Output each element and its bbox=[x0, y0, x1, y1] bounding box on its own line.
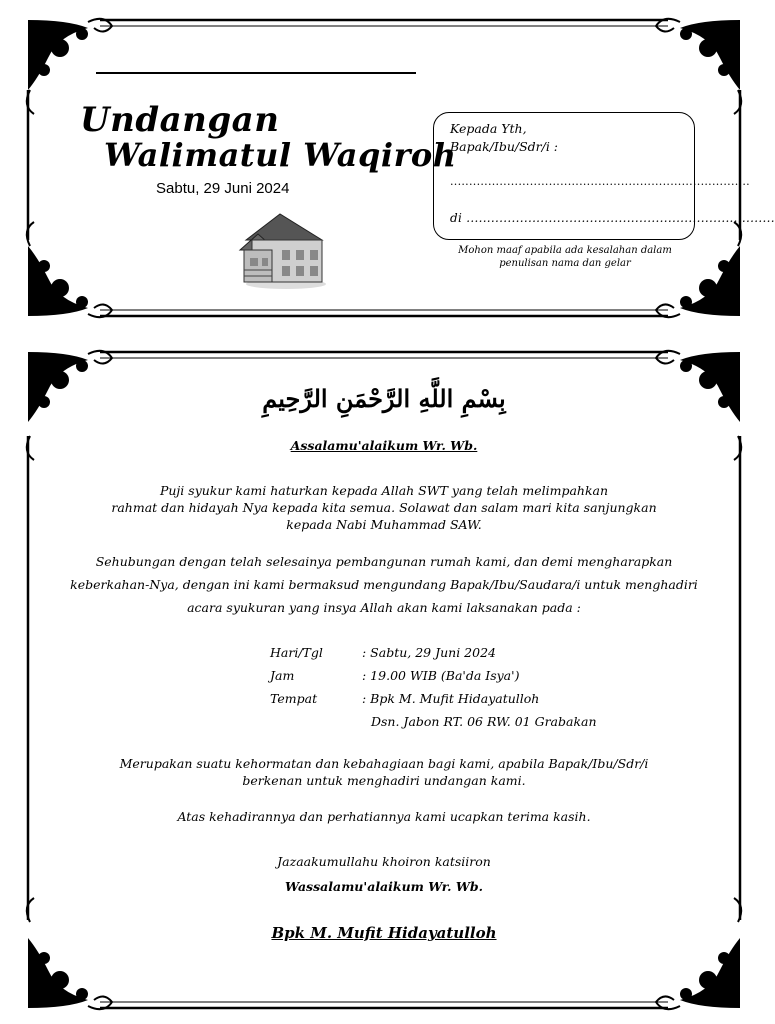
cover-panel bbox=[0, 0, 775, 330]
letter-panel bbox=[0, 340, 768, 1024]
para1-line1: Puji syukur kami haturkan kepada Allah SWT yang telah melimpahkan bbox=[159, 483, 609, 498]
cover-title-line2: Walimatul Waqiroh bbox=[104, 136, 457, 174]
apology-note: Mohon maaf apabila ada kesalahan dalam penulisan nama dan gelar bbox=[458, 245, 672, 269]
bismillah-calligraphy: بِسْمِ اللَّهِ الرَّحْمَنِ الرَّحِيمِ bbox=[262, 384, 506, 413]
para1-line2: rahmat dan hidayah Nya kepada kita semua. Solawat dan salam mari kita sanjungkan bbox=[111, 500, 657, 515]
thanks-line: Atas kehadirannya dan perhatiannya kami ucapkan terima kasih. bbox=[177, 809, 591, 824]
closing-prayer: Jazaakumullahu khoiron katsiiron bbox=[277, 854, 491, 869]
place-label: Tempat bbox=[270, 691, 318, 706]
recipient-name-field[interactable]: ............................................................................... bbox=[450, 175, 750, 188]
para2-line3: acara syukuran yang insya Allah akan kami laksanakan pada : bbox=[187, 600, 581, 615]
opening-greeting: Assalamu'alaikum Wr. Wb. bbox=[290, 438, 478, 453]
time-label: Jam bbox=[270, 668, 295, 683]
para1-line3: kepada Nabi Muhammad SAW. bbox=[286, 517, 482, 532]
recipient-address-box[interactable] bbox=[433, 112, 775, 240]
house-icon bbox=[236, 210, 328, 290]
signature-name: Bpk M. Mufit Hidayatulloh bbox=[271, 924, 497, 942]
place-value: : Bpk M. Mufit Hidayatulloh bbox=[362, 691, 540, 706]
title-rule bbox=[96, 72, 416, 74]
recipient-label: Kepada Yth, bbox=[450, 121, 527, 136]
place-address: Dsn. Jabon RT. 06 RW. 01 Grabakan bbox=[371, 714, 597, 729]
recipient-location-field[interactable]: di ........................................................................... bbox=[450, 211, 775, 225]
para2-line1: Sehubungan dengan telah selesainya pembangunan rumah kami, dan demi mengharapkan bbox=[95, 554, 673, 569]
day-value: : Sabtu, 29 Juni 2024 bbox=[362, 645, 496, 660]
cover-title-line1: Undangan bbox=[80, 100, 280, 140]
cover-date: Sabtu, 29 Juni 2024 bbox=[156, 180, 290, 197]
time-value: : 19.00 WIB (Ba'da Isya') bbox=[362, 668, 520, 683]
para3-line1: Merupakan suatu kehormatan dan kebahagiaan bagi kami, apabila Bapak/Ibu/Sdr/i bbox=[119, 756, 649, 771]
para3-line2: berkenan untuk menghadiri undangan kami. bbox=[242, 773, 526, 788]
para2-line2: keberkahan-Nya, dengan ini kami bermaksud mengundang Bapak/Ibu/Saudara/i untuk menghadiri bbox=[70, 577, 698, 592]
day-label: Hari/Tgl bbox=[270, 645, 323, 660]
recipient-honorific: Bapak/Ibu/Sdr/i : bbox=[450, 139, 559, 154]
closing-greeting: Wassalamu'alaikum Wr. Wb. bbox=[285, 879, 483, 894]
